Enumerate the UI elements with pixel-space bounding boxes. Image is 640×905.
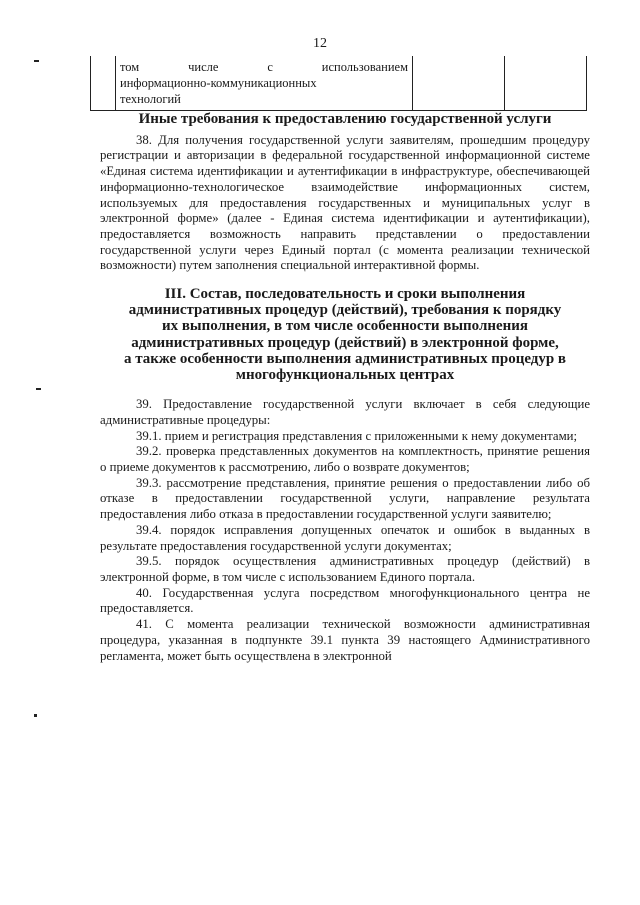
table-cell	[413, 56, 505, 111]
paragraph-41: 41. С момента реализации технической возможности административная процедура, указанная в подпункте 39.1 пункта 39 настоящего Административного регламента, может быть осуществлена в электронной	[100, 617, 590, 663]
heading-line: административных процедур (действий) в электронной форме,	[131, 334, 559, 351]
heading-line: административных процедур (действий), требования к порядку	[128, 302, 562, 319]
table-cell-line: том числе с использованием	[120, 60, 408, 74]
table-cell	[91, 56, 116, 111]
table-row	[91, 56, 587, 111]
table-cell-line: информационно-коммуникационных	[120, 76, 317, 90]
heading-line: а также особенности выполнения административных процедур в	[123, 350, 567, 367]
table-cell-text	[116, 56, 413, 111]
section-heading-3	[100, 286, 590, 383]
heading-line: многофункциональных центрах	[235, 367, 455, 384]
table-cell	[505, 56, 587, 111]
paragraph-39-5: 39.5. порядок осуществления административных процедур (действий) в электронной форме, в том числе с использованием Единого портала.	[100, 554, 590, 584]
scan-mark	[34, 714, 37, 717]
paragraph-39-2: 39.2. проверка представленных документов на комплектность, принятие решения о приеме документов к рассмотрению, либо о возврате документов;	[100, 444, 590, 475]
section-heading-other-requirements: Иные требования к предоставлению государственной услуги	[138, 111, 552, 127]
paragraph-39: 39. Предоставление государственной услуги включает в себя следующие административные процедуры:	[100, 397, 590, 427]
document-body	[100, 112, 590, 664]
paragraph-39-3: 39.3. рассмотрение представления, принятие решения о предоставлении либо об отказе в предоставлении государственной услуги, направление результата предоставления либо отказа в предоставлении государственной услуги заявителю;	[100, 475, 590, 522]
paragraph-39-1: 39.1. прием и регистрация представления с приложенными к нему документами;	[136, 428, 578, 443]
table-cell-line: технологий	[120, 92, 181, 106]
paragraph-38: 38. Для получения государственной услуги заявителям, прошедшим процедуру регистрации и авторизации в федеральной государственной информационной системе «Единая система идентификации и аутентификации в инфраструктуре, обеспечивающей информационно-технологическое взаимодействие информационных систем, используемых для предоставления государственных и муниципальных услуг в электронной форме» (далее - Единая система идентификации и аутентификации), предоставляется возможность направить представлении о предоставлении государственной услуги через Единый портал (с момента реализации технической возможности) путем заполнения специальной интерактивной формы.	[100, 132, 590, 273]
paragraph-39-4: 39.4. порядок исправления допущенных опечаток и ошибок в выданных в результате предоставления государственной услуги документах;	[100, 522, 590, 553]
heading-line: III. Состав, последовательность и сроки выполнения	[164, 286, 526, 303]
paragraph-40: 40. Государственная услуга посредством многофункционального центра не предоставляется.	[100, 585, 590, 616]
scan-mark	[36, 388, 41, 390]
scan-mark	[34, 60, 39, 62]
heading-line: их выполнения, в том числе особенности выполнения	[162, 318, 528, 335]
page-number: 12	[313, 36, 327, 51]
requirements-table-fragment	[90, 56, 587, 111]
